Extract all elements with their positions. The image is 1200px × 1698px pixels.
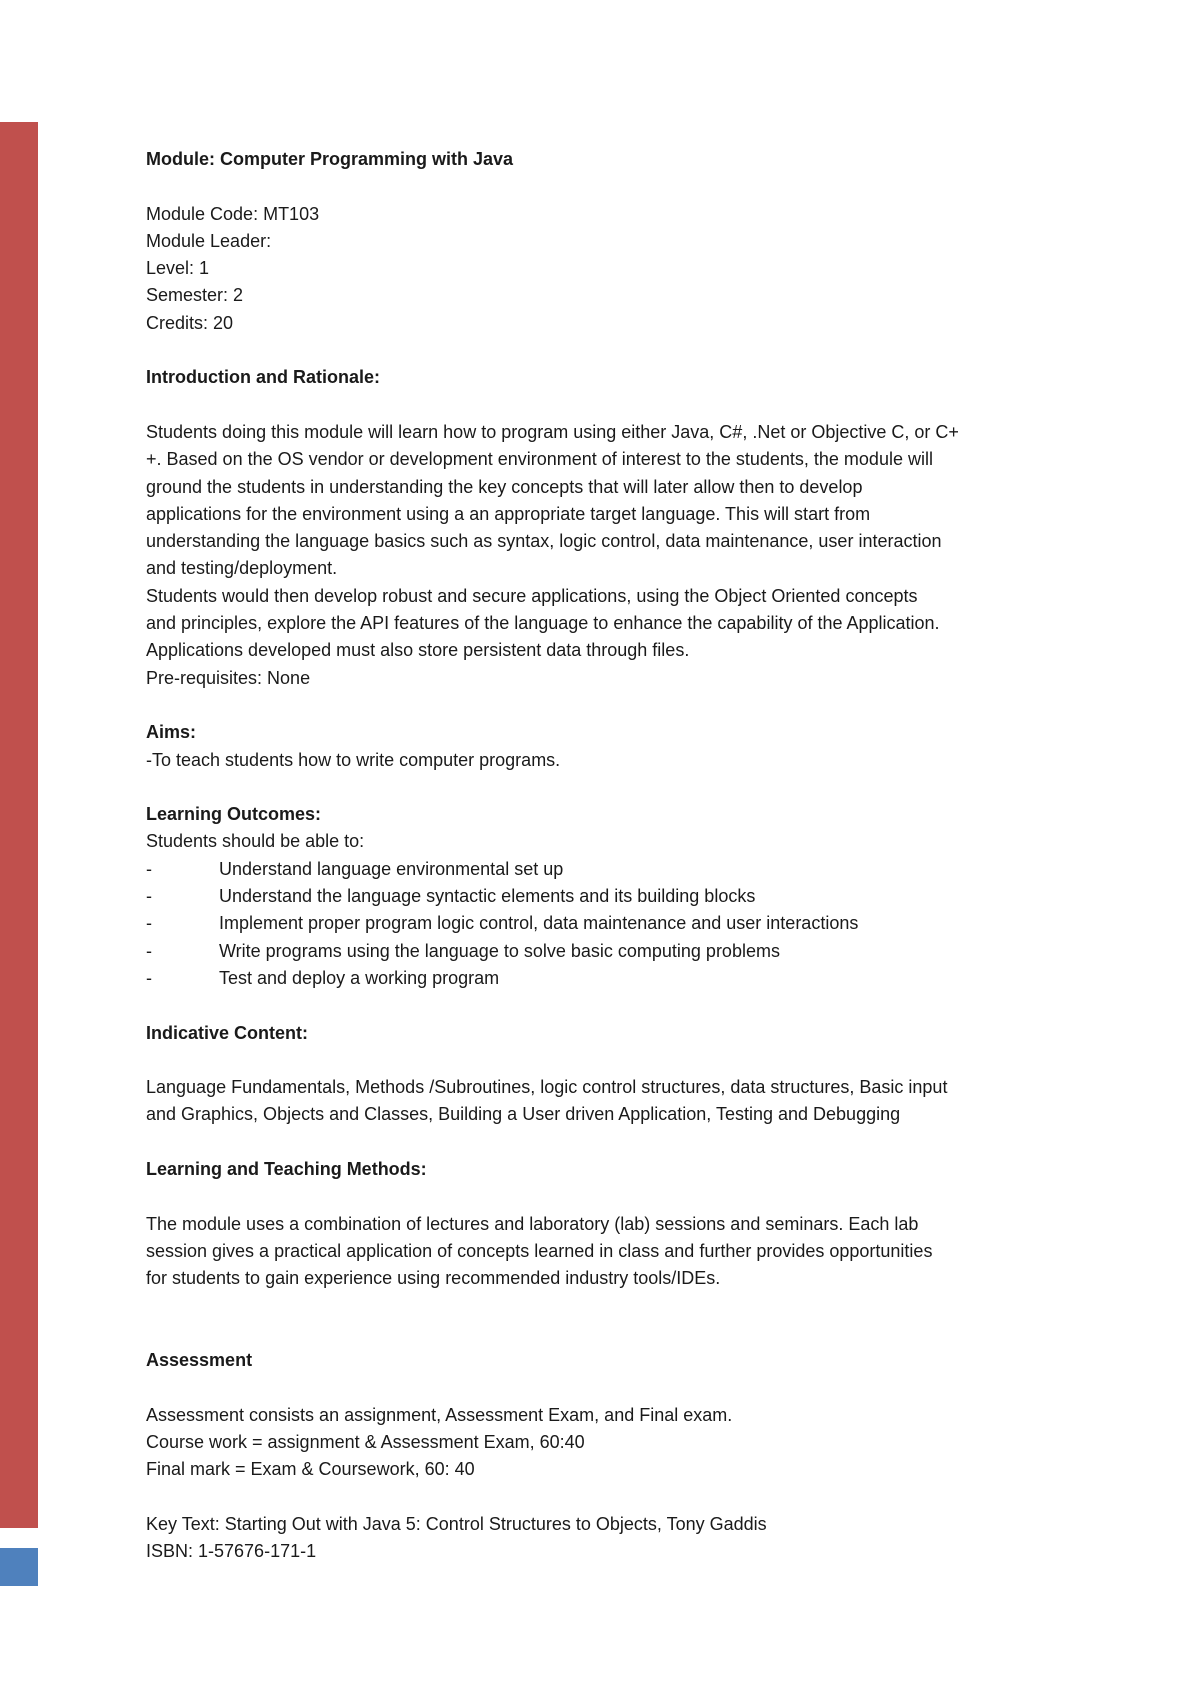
teaching-methods-heading: Learning and Teaching Methods: xyxy=(146,1158,427,1179)
assessment-line: Final mark = Exam & Coursework, 60: 40 xyxy=(146,1459,475,1480)
learning-outcomes-intro: Students should be able to: xyxy=(146,831,365,852)
learning-outcomes-heading: Learning Outcomes: xyxy=(146,804,322,825)
assessment-line: Course work = assignment & Assessment Exam, 60:40 xyxy=(146,1431,585,1452)
side-bar-red xyxy=(0,122,38,1528)
introduction-line: +. Based on the OS vendor or development environment of interest to the students, the module will xyxy=(146,449,933,470)
isbn: ISBN: 1-57676-171-1 xyxy=(146,1541,317,1562)
introduction-line: and principles, explore the API features of the language to enhance the capability of the Application. xyxy=(146,613,940,634)
indicative-content-line: and Graphics, Objects and Classes, Building a User driven Application, Testing and Debugging xyxy=(146,1104,901,1125)
outcome-item xyxy=(146,965,1066,992)
module-code: Module Code: MT103 xyxy=(146,203,320,224)
outcome-text: Test and deploy a working program xyxy=(219,967,500,988)
module-semester: Semester: 2 xyxy=(146,285,244,306)
teaching-methods-line: The module uses a combination of lectures and laboratory (lab) sessions and seminars. Each lab xyxy=(146,1213,919,1234)
document-body xyxy=(146,146,1066,1565)
outcome-text: Understand the language syntactic elements and its building blocks xyxy=(219,886,756,907)
key-text: Key Text: Starting Out with Java 5: Control Structures to Objects, Tony Gaddis xyxy=(146,1513,767,1534)
assessment-heading: Assessment xyxy=(146,1350,253,1371)
side-bar-blue xyxy=(0,1548,38,1586)
introduction-line: Students doing this module will learn how to program using either Java, C#, .Net or Objective C, or C+ xyxy=(146,421,959,442)
outcome-item xyxy=(146,938,1066,965)
bullet-dash: - xyxy=(146,858,152,879)
introduction-line: understanding the language basics such as syntax, logic control, data maintenance, user interaction xyxy=(146,531,942,552)
introduction-line: and testing/deployment. xyxy=(146,558,338,579)
teaching-methods-line: for students to gain experience using recommended industry tools/IDEs. xyxy=(146,1268,721,1289)
outcome-text: Implement proper program logic control, data maintenance and user interactions xyxy=(219,913,859,934)
bullet-dash: - xyxy=(146,967,152,988)
introduction-line: applications for the environment using a an appropriate target language. This will start from xyxy=(146,503,871,524)
outcome-item xyxy=(146,883,1066,910)
outcome-text: Understand language environmental set up xyxy=(219,858,564,879)
module-leader: Module Leader: xyxy=(146,230,272,251)
bullet-dash: - xyxy=(146,940,152,961)
introduction-heading: Introduction and Rationale: xyxy=(146,367,380,388)
prerequisites: Pre-requisites: None xyxy=(146,667,311,688)
bullet-dash: - xyxy=(146,913,152,934)
module-credits: Credits: 20 xyxy=(146,312,234,333)
assessment-line: Assessment consists an assignment, Assessment Exam, and Final exam. xyxy=(146,1404,733,1425)
bullet-dash: - xyxy=(146,886,152,907)
introduction-line: ground the students in understanding the key concepts that will later allow then to develop xyxy=(146,476,863,497)
introduction-line: Students would then develop robust and secure applications, using the Object Oriented concepts xyxy=(146,585,918,606)
teaching-methods-line: session gives a practical application of concepts learned in class and further provides opportunities xyxy=(146,1240,933,1261)
aims-heading: Aims: xyxy=(146,722,197,743)
indicative-content-heading: Indicative Content: xyxy=(146,1022,309,1043)
module-level: Level: 1 xyxy=(146,258,210,279)
module-title: Module: Computer Programming with Java xyxy=(146,149,514,169)
outcome-item xyxy=(146,856,1066,883)
indicative-content-line: Language Fundamentals, Methods /Subroutines, logic control structures, data structures, Basic input xyxy=(146,1077,948,1098)
outcome-text: Write programs using the language to solve basic computing problems xyxy=(219,940,780,961)
outcome-item xyxy=(146,910,1066,937)
introduction-line: Applications developed must also store persistent data through files. xyxy=(146,640,690,661)
aims-text: -To teach students how to write computer programs. xyxy=(146,749,561,770)
